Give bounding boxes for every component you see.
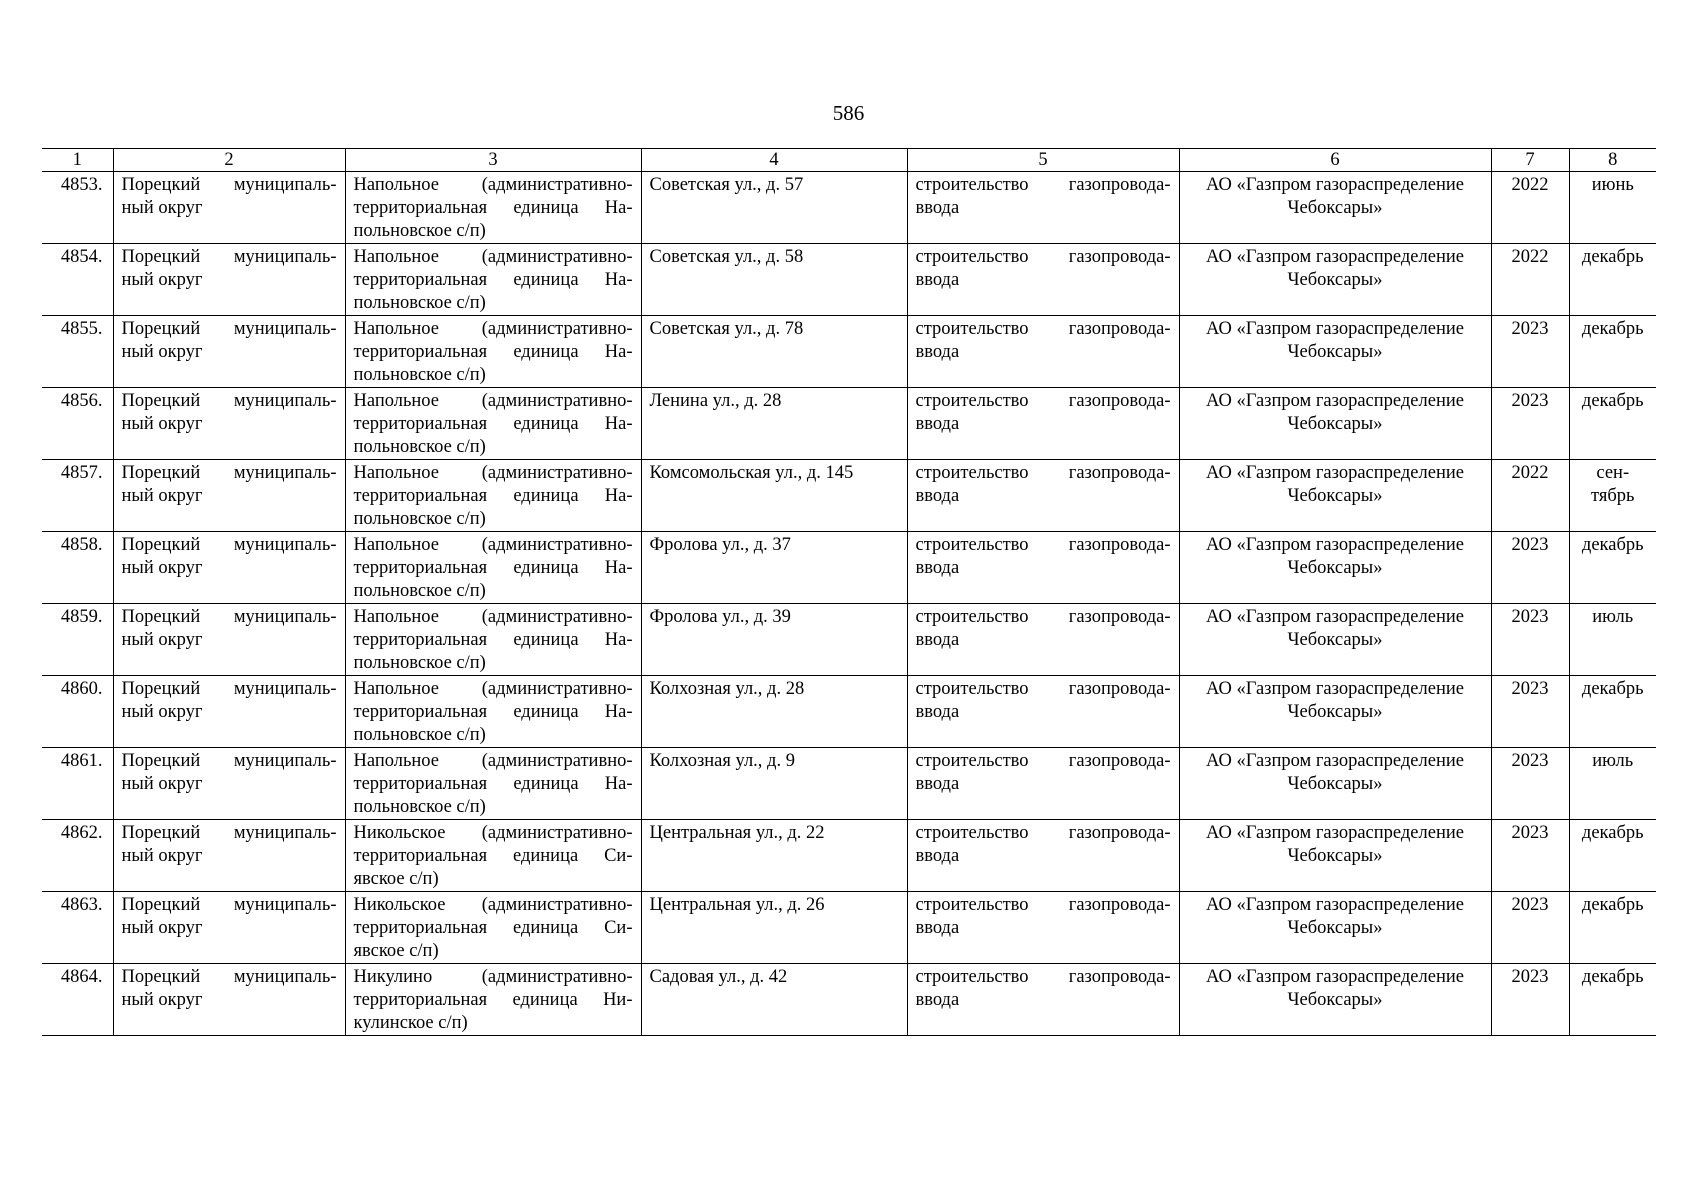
row-number: 4853. xyxy=(42,172,113,244)
table-row xyxy=(42,676,1656,748)
row-number: 4855. xyxy=(42,316,113,388)
table-row xyxy=(42,244,1656,316)
row-number: 4856. xyxy=(42,388,113,460)
address-cell: Советская ул., д. 57 xyxy=(641,172,907,244)
year-cell: 2023 xyxy=(1491,748,1569,820)
month-cell: сен-тябрь xyxy=(1569,460,1656,532)
work-cell: строительство газопровода-ввода xyxy=(907,316,1179,388)
work-cell: строительство газопровода-ввода xyxy=(907,892,1179,964)
data-table xyxy=(42,148,1656,1036)
locality-cell: Напольное (административно-территориальная единица На-польновское с/п) xyxy=(345,748,641,820)
district-cell: Порецкий муниципаль-ный округ xyxy=(113,460,345,532)
work-cell: строительство газопровода-ввода xyxy=(907,172,1179,244)
month-cell: июль xyxy=(1569,748,1656,820)
table-row xyxy=(42,748,1656,820)
year-cell: 2022 xyxy=(1491,244,1569,316)
work-cell: строительство газопровода-ввода xyxy=(907,532,1179,604)
address-cell: Комсомольская ул., д. 145 xyxy=(641,460,907,532)
month-cell: декабрь xyxy=(1569,388,1656,460)
district-cell: Порецкий муниципаль-ный округ xyxy=(113,388,345,460)
year-cell: 2023 xyxy=(1491,532,1569,604)
table-row xyxy=(42,388,1656,460)
organization-cell: АО «Газпром газораспределение Чебоксары» xyxy=(1179,460,1491,532)
locality-cell: Напольное (административно-территориальная единица На-польновское с/п) xyxy=(345,244,641,316)
table-row xyxy=(42,460,1656,532)
district-cell: Порецкий муниципаль-ный округ xyxy=(113,676,345,748)
locality-cell: Напольное (административно-территориальная единица На-польновское с/п) xyxy=(345,388,641,460)
work-cell: строительство газопровода-ввода xyxy=(907,604,1179,676)
locality-cell: Никулино (административно-территориальная единица Ни-кулинское с/п) xyxy=(345,964,641,1036)
year-cell: 2023 xyxy=(1491,316,1569,388)
row-number: 4863. xyxy=(42,892,113,964)
column-header: 3 xyxy=(345,149,641,172)
locality-cell: Напольное (административно-территориальная единица На-польновское с/п) xyxy=(345,604,641,676)
column-header: 7 xyxy=(1491,149,1569,172)
year-cell: 2023 xyxy=(1491,604,1569,676)
year-cell: 2022 xyxy=(1491,172,1569,244)
district-cell: Порецкий муниципаль-ный округ xyxy=(113,892,345,964)
address-cell: Фролова ул., д. 37 xyxy=(641,532,907,604)
table-row xyxy=(42,604,1656,676)
month-cell: декабрь xyxy=(1569,820,1656,892)
locality-cell: Напольное (административно-территориальная единица На-польновское с/п) xyxy=(345,172,641,244)
organization-cell: АО «Газпром газораспределение Чебоксары» xyxy=(1179,820,1491,892)
column-header: 5 xyxy=(907,149,1179,172)
month-cell: декабрь xyxy=(1569,676,1656,748)
organization-cell: АО «Газпром газораспределение Чебоксары» xyxy=(1179,172,1491,244)
work-cell: строительство газопровода-ввода xyxy=(907,748,1179,820)
organization-cell: АО «Газпром газораспределение Чебоксары» xyxy=(1179,316,1491,388)
address-cell: Ленина ул., д. 28 xyxy=(641,388,907,460)
table-row xyxy=(42,892,1656,964)
table-row xyxy=(42,820,1656,892)
column-header: 4 xyxy=(641,149,907,172)
year-cell: 2023 xyxy=(1491,892,1569,964)
address-cell: Центральная ул., д. 22 xyxy=(641,820,907,892)
column-header: 6 xyxy=(1179,149,1491,172)
month-cell: июль xyxy=(1569,604,1656,676)
address-cell: Колхозная ул., д. 9 xyxy=(641,748,907,820)
district-cell: Порецкий муниципаль-ный округ xyxy=(113,316,345,388)
column-header: 8 xyxy=(1569,149,1656,172)
locality-cell: Напольное (административно-территориальная единица На-польновское с/п) xyxy=(345,676,641,748)
month-cell: декабрь xyxy=(1569,316,1656,388)
district-cell: Порецкий муниципаль-ный округ xyxy=(113,604,345,676)
work-cell: строительство газопровода-ввода xyxy=(907,676,1179,748)
row-number: 4859. xyxy=(42,604,113,676)
column-header: 1 xyxy=(42,149,113,172)
district-cell: Порецкий муниципаль-ный округ xyxy=(113,172,345,244)
year-cell: 2023 xyxy=(1491,388,1569,460)
work-cell: строительство газопровода-ввода xyxy=(907,964,1179,1036)
work-cell: строительство газопровода-ввода xyxy=(907,244,1179,316)
locality-cell: Никольское (административно-территориальная единица Си-явское с/п) xyxy=(345,820,641,892)
address-cell: Садовая ул., д. 42 xyxy=(641,964,907,1036)
table-row xyxy=(42,964,1656,1036)
table-row xyxy=(42,316,1656,388)
locality-cell: Напольное (административно-территориальная единица На-польновское с/п) xyxy=(345,316,641,388)
organization-cell: АО «Газпром газораспределение Чебоксары» xyxy=(1179,388,1491,460)
row-number: 4864. xyxy=(42,964,113,1036)
month-cell: декабрь xyxy=(1569,964,1656,1036)
address-cell: Фролова ул., д. 39 xyxy=(641,604,907,676)
address-cell: Центральная ул., д. 26 xyxy=(641,892,907,964)
organization-cell: АО «Газпром газораспределение Чебоксары» xyxy=(1179,604,1491,676)
month-cell: декабрь xyxy=(1569,892,1656,964)
address-cell: Советская ул., д. 78 xyxy=(641,316,907,388)
row-number: 4858. xyxy=(42,532,113,604)
organization-cell: АО «Газпром газораспределение Чебоксары» xyxy=(1179,676,1491,748)
month-cell: декабрь xyxy=(1569,532,1656,604)
month-cell: декабрь xyxy=(1569,244,1656,316)
work-cell: строительство газопровода-ввода xyxy=(907,388,1179,460)
address-cell: Советская ул., д. 58 xyxy=(641,244,907,316)
year-cell: 2023 xyxy=(1491,964,1569,1036)
organization-cell: АО «Газпром газораспределение Чебоксары» xyxy=(1179,964,1491,1036)
district-cell: Порецкий муниципаль-ный округ xyxy=(113,820,345,892)
organization-cell: АО «Газпром газораспределение Чебоксары» xyxy=(1179,532,1491,604)
locality-cell: Напольное (административно-территориальная единица На-польновское с/п) xyxy=(345,532,641,604)
year-cell: 2023 xyxy=(1491,676,1569,748)
locality-cell: Напольное (административно-территориальная единица На-польновское с/п) xyxy=(345,460,641,532)
row-number: 4862. xyxy=(42,820,113,892)
page-number: 586 xyxy=(832,101,865,125)
header-row xyxy=(42,149,1656,172)
year-cell: 2022 xyxy=(1491,460,1569,532)
district-cell: Порецкий муниципаль-ный округ xyxy=(113,532,345,604)
district-cell: Порецкий муниципаль-ный округ xyxy=(113,244,345,316)
column-header: 2 xyxy=(113,149,345,172)
row-number: 4861. xyxy=(42,748,113,820)
district-cell: Порецкий муниципаль-ный округ xyxy=(113,964,345,1036)
year-cell: 2023 xyxy=(1491,820,1569,892)
work-cell: строительство газопровода-ввода xyxy=(907,460,1179,532)
work-cell: строительство газопровода-ввода xyxy=(907,820,1179,892)
row-number: 4857. xyxy=(42,460,113,532)
organization-cell: АО «Газпром газораспределение Чебоксары» xyxy=(1179,892,1491,964)
locality-cell: Никольское (административно-территориальная единица Си-явское с/п) xyxy=(345,892,641,964)
month-cell: июнь xyxy=(1569,172,1656,244)
table-row xyxy=(42,172,1656,244)
organization-cell: АО «Газпром газораспределение Чебоксары» xyxy=(1179,244,1491,316)
table-row xyxy=(42,532,1656,604)
address-cell: Колхозная ул., д. 28 xyxy=(641,676,907,748)
district-cell: Порецкий муниципаль-ный округ xyxy=(113,748,345,820)
row-number: 4854. xyxy=(42,244,113,316)
row-number: 4860. xyxy=(42,676,113,748)
organization-cell: АО «Газпром газораспределение Чебоксары» xyxy=(1179,748,1491,820)
